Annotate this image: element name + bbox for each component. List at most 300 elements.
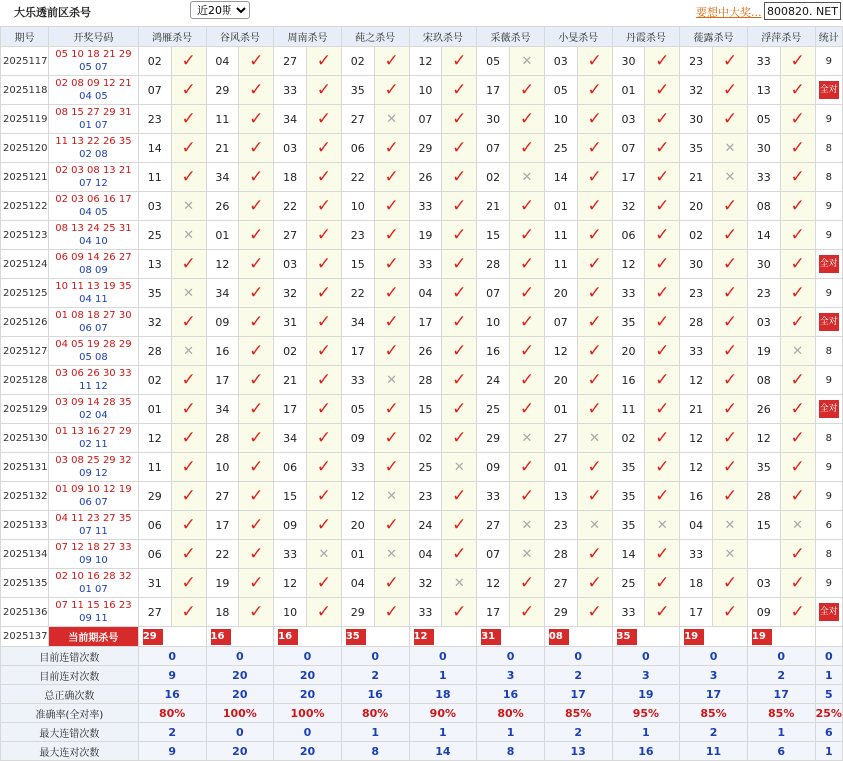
check-icon: ✓ [790,601,805,622]
summary-value: 85% [565,706,592,720]
result-mark [307,250,342,279]
current-issue-row [1,627,843,647]
summary-value: 2 [168,725,176,739]
kill-pick: 02 [138,366,171,395]
result-mark [239,47,274,76]
result-mark [239,134,274,163]
kill-pick: 03 [544,47,577,76]
check-icon: ✓ [181,456,196,477]
check-icon: ✓ [519,572,535,593]
check-icon: ✓ [587,253,602,274]
issue-number: 2025120 [1,134,49,163]
summary-cell [612,647,680,666]
table-row [1,395,843,424]
result-mark [645,250,680,279]
draw-numbers [48,424,138,453]
table-row [1,453,843,482]
result-mark [645,47,680,76]
result-mark [442,366,477,395]
kill-pick: 27 [206,482,239,511]
check-icon: ✓ [181,108,196,129]
check-icon: ✓ [519,311,535,332]
front-numbers: 03 08 25 29 32 [55,455,132,466]
summary-row [1,666,843,685]
summary-value: 3 [642,668,650,682]
result-mark [374,308,409,337]
check-icon: ✓ [722,195,738,216]
kill-pick: 09 [747,598,780,627]
row-stat: 9 [815,192,842,221]
front-numbers: 10 11 13 19 35 [55,281,132,292]
check-icon: ✓ [384,79,399,100]
summary-cell [612,666,680,685]
result-mark [713,511,748,540]
front-numbers: 08 15 27 29 31 [55,107,132,118]
result-mark [780,76,815,105]
summary-cell [544,685,612,704]
back-numbers: 04 10 [79,236,108,247]
summary-value: 3 [506,668,515,682]
column-header: 鸿雁杀号 [138,27,206,47]
kill-pick: 07 [544,308,577,337]
kill-pick: 07 [409,105,442,134]
kill-pick: 05 [544,76,577,105]
check-icon: ✓ [790,50,805,71]
check-icon: ✓ [452,601,467,622]
result-mark [510,482,545,511]
check-icon: ✓ [452,224,467,245]
result-mark [307,47,342,76]
check-icon: ✓ [316,398,332,419]
check-icon: ✓ [655,601,670,622]
kill-pick: 35 [138,279,171,308]
result-mark [645,395,680,424]
summary-row [1,723,843,742]
back-numbers: 08 09 [79,265,108,276]
check-icon: ✓ [587,601,602,622]
summary-value: 80% [158,706,186,720]
back-numbers: 09 12 [79,468,108,479]
result-mark [510,598,545,627]
row-stat: 8 [815,337,842,366]
result-mark [645,76,680,105]
kill-pick: 15 [477,221,510,250]
result-mark [442,279,477,308]
check-icon: ✓ [249,601,264,622]
kill-pick: 10 [409,76,442,105]
table-row [1,105,843,134]
kill-pick: 01 [544,395,577,424]
kill-pick: 10 [206,453,239,482]
result-mark [510,511,545,540]
table-row [1,511,843,540]
summary-cell [138,647,206,666]
kill-pick: 15 [409,395,442,424]
result-mark [510,192,545,221]
result-mark [239,279,274,308]
kill-pick: 31 [138,569,171,598]
current-pick-cell [206,627,274,647]
kill-pick: 02 [409,424,442,453]
kill-pick: 35 [612,511,645,540]
result-mark [713,250,748,279]
check-icon: ✓ [519,369,535,390]
issue-number: 2025137 [1,627,49,647]
result-mark [577,598,612,627]
kill-pick: 01 [138,395,171,424]
kill-pick: 35 [747,453,780,482]
result-mark [307,337,342,366]
kill-pick: 22 [206,540,239,569]
draw-numbers [48,598,138,627]
kill-pick: 34 [341,308,374,337]
summary-value: 2 [777,668,786,682]
check-icon: ✓ [790,572,805,593]
summary-cell [138,704,206,723]
check-icon: ✓ [384,514,399,535]
kill-pick: 08 [747,192,780,221]
kill-pick: 28 [680,308,713,337]
kill-pick: 26 [409,337,442,366]
result-mark [442,250,477,279]
check-icon: ✓ [519,137,535,158]
result-mark [645,424,680,453]
kill-pick: 20 [680,192,713,221]
check-icon: ✓ [790,427,805,448]
check-icon: ✓ [587,572,602,593]
check-icon: ✓ [655,543,670,564]
check-icon: ✓ [181,79,196,100]
summary-label: 最大连错次数 [1,723,139,742]
summary-value: 0 [303,725,312,739]
result-mark [780,250,815,279]
kill-pick: 02 [341,47,374,76]
kill-pick: 33 [747,47,780,76]
check-icon: ✓ [316,427,332,448]
result-mark [645,163,680,192]
summary-value: 16 [502,687,519,701]
check-icon: ✓ [587,166,602,187]
kill-pick: 22 [274,192,307,221]
check-icon: ✓ [452,543,467,564]
kill-pick: 11 [138,163,171,192]
issue-number: 2025123 [1,221,49,250]
kill-pick: 10 [544,105,577,134]
summary-value: 16 [164,687,180,701]
kill-pick: 09 [477,453,510,482]
result-mark [645,134,680,163]
kill-pick: 11 [544,250,577,279]
kill-pick: 17 [409,308,442,337]
check-icon: ✓ [249,427,264,448]
kill-pick: 21 [477,192,510,221]
kill-pick: 05 [747,105,780,134]
check-icon: ✓ [519,456,535,477]
summary-value: 1 [824,744,833,758]
result-mark [374,453,409,482]
kill-pick: 33 [274,540,307,569]
check-icon: ✓ [722,485,738,506]
draw-numbers [48,76,138,105]
cross-icon: ✕ [521,53,533,69]
kill-pick: 33 [409,598,442,627]
check-icon: ✓ [519,282,535,303]
summary-cell [544,647,612,666]
check-icon: ✓ [519,195,535,216]
front-numbers: 08 13 24 25 31 [55,223,132,234]
check-icon: ✓ [452,166,467,187]
row-stat: 9 [815,453,842,482]
result-mark [239,76,274,105]
summary-cell [612,723,680,742]
kill-pick: 12 [680,366,713,395]
row-stat: 8 [815,540,842,569]
result-mark [171,279,206,308]
check-icon: ✓ [452,311,467,332]
row-stat [815,395,842,424]
kill-pick: 26 [206,192,239,221]
kill-pick: 30 [612,47,645,76]
current-pick: 08 [549,629,569,645]
result-mark [713,482,748,511]
check-icon: ✓ [655,224,670,245]
result-mark [171,134,206,163]
kill-pick: 33 [409,250,442,279]
result-mark [645,598,680,627]
check-icon: ✓ [655,79,670,100]
kill-pick: 10 [274,598,307,627]
column-header: 丹霞杀号 [612,27,680,47]
summary-cell [477,685,545,704]
kill-pick: 20 [544,366,577,395]
result-mark [510,76,545,105]
kill-pick: 32 [138,308,171,337]
result-mark [307,308,342,337]
result-mark [442,424,477,453]
current-pick: 31 [481,629,501,645]
result-mark [171,511,206,540]
result-mark [171,337,206,366]
cross-icon: ✕ [183,227,195,243]
result-mark [510,105,545,134]
check-icon: ✓ [384,340,399,361]
check-icon: ✓ [452,195,467,216]
issue-number: 2025131 [1,453,49,482]
summary-value: 0 [506,649,515,663]
check-icon: ✓ [519,79,535,100]
check-icon: ✓ [249,369,264,390]
result-mark [307,424,342,453]
result-mark [171,424,206,453]
check-icon: ✓ [790,456,805,477]
summary-row [1,647,843,666]
summary-value: 17 [705,687,722,701]
result-mark [510,540,545,569]
summary-cell [274,647,342,666]
check-icon: ✓ [249,253,264,274]
summary-cell [138,723,206,742]
result-mark [307,453,342,482]
kill-pick: 23 [747,279,780,308]
result-mark [171,192,206,221]
kill-pick: 30 [477,105,510,134]
row-stat: 9 [815,569,842,598]
column-header: 浮萍杀号 [747,27,815,47]
result-mark [713,453,748,482]
table-row [1,540,843,569]
check-icon: ✓ [181,137,196,158]
summary-cell [544,666,612,685]
result-mark [374,366,409,395]
check-icon: ✓ [790,253,805,274]
summary-value: 1 [506,725,515,739]
kill-pick: 01 [612,76,645,105]
kill-pick: 32 [680,76,713,105]
summary-cell [274,666,342,685]
check-icon: ✓ [384,50,399,71]
result-mark [713,105,748,134]
result-mark [374,511,409,540]
promo-link[interactable]: 要想中大奖... [696,6,762,19]
front-numbers: 04 11 23 27 35 [55,513,132,524]
back-numbers: 07 12 [79,178,108,189]
current-pick-label: 当前期杀号 [48,627,138,647]
check-icon: ✓ [587,340,602,361]
result-mark [307,105,342,134]
check-icon: ✓ [316,601,332,622]
result-mark [713,76,748,105]
summary-value: 18 [435,687,451,701]
summary-cell [409,704,477,723]
summary-cell [206,685,274,704]
summary-row [1,742,843,761]
kill-pick: 20 [544,279,577,308]
table-row [1,76,843,105]
kill-pick: 28 [544,540,577,569]
current-pick-cell [409,627,477,647]
result-mark [374,134,409,163]
current-pick: 19 [752,629,772,645]
summary-cell [138,666,206,685]
cross-icon: ✕ [724,546,736,562]
summary-value: 20 [232,668,248,682]
check-icon: ✓ [722,50,738,71]
kill-pick: 35 [341,76,374,105]
result-mark [307,569,342,598]
check-icon: ✓ [316,195,332,216]
result-mark [645,105,680,134]
result-mark [780,453,815,482]
kill-pick: 26 [409,163,442,192]
draw-numbers [48,105,138,134]
summary-value: 0 [371,649,379,663]
result-mark [645,366,680,395]
current-pick-cell [138,627,206,647]
kill-pick: 01 [544,192,577,221]
check-icon: ✓ [655,311,670,332]
result-mark [442,221,477,250]
back-numbers: 02 11 [79,439,108,450]
kill-pick: 10 [341,192,374,221]
front-numbers: 02 03 08 13 21 [55,165,132,176]
cross-icon: ✕ [453,459,465,475]
summary-value: 0 [168,649,176,663]
result-mark [645,453,680,482]
kill-pick: 03 [612,105,645,134]
result-mark [780,134,815,163]
result-mark [374,569,409,598]
kill-pick: 13 [138,250,171,279]
result-mark [577,308,612,337]
front-numbers: 01 13 16 27 29 [55,426,132,437]
result-mark [171,47,206,76]
row-stat [815,308,842,337]
kill-pick: 17 [206,366,239,395]
summary-row [1,685,843,704]
kill-pick: 09 [341,424,374,453]
summary-label: 最大连对次数 [1,742,139,761]
draw-numbers [48,221,138,250]
back-numbers: 11 12 [79,381,108,392]
check-icon: ✓ [722,108,738,129]
table-row [1,221,843,250]
check-icon: ✓ [519,601,535,622]
summary-stat [815,742,842,761]
kill-pick: 28 [747,482,780,511]
summary-value: 9 [168,668,176,682]
kill-pick: 25 [477,395,510,424]
back-numbers: 05 07 [79,62,108,73]
result-mark [577,105,612,134]
summary-stat [815,704,842,723]
front-numbers: 02 08 09 12 21 [55,78,132,89]
result-mark [374,598,409,627]
result-mark [239,105,274,134]
check-icon: ✓ [249,166,264,187]
check-icon: ✓ [181,514,196,535]
issue-number: 2025121 [1,163,49,192]
result-mark [645,221,680,250]
row-stat: 8 [815,163,842,192]
check-icon: ✓ [722,224,738,245]
kill-pick: 34 [206,163,239,192]
summary-cell [612,685,680,704]
kill-pick: 27 [477,511,510,540]
period-select[interactable] [190,1,250,19]
result-mark [713,395,748,424]
cross-icon: ✕ [386,372,398,388]
result-mark [239,424,274,453]
kill-pick: 33 [680,337,713,366]
check-icon: ✓ [249,456,264,477]
result-mark [510,47,545,76]
check-icon: ✓ [181,50,196,71]
result-mark [780,482,815,511]
result-mark [577,134,612,163]
summary-value: 1 [439,725,447,739]
result-mark [442,76,477,105]
result-mark [374,105,409,134]
result-mark [374,279,409,308]
kill-pick: 09 [206,308,239,337]
summary-value: 100% [222,706,257,720]
kill-pick: 17 [680,598,713,627]
check-icon: ✓ [316,340,332,361]
result-mark [713,569,748,598]
result-mark [577,453,612,482]
kill-pick: 02 [477,163,510,192]
row-stat: 9 [815,221,842,250]
